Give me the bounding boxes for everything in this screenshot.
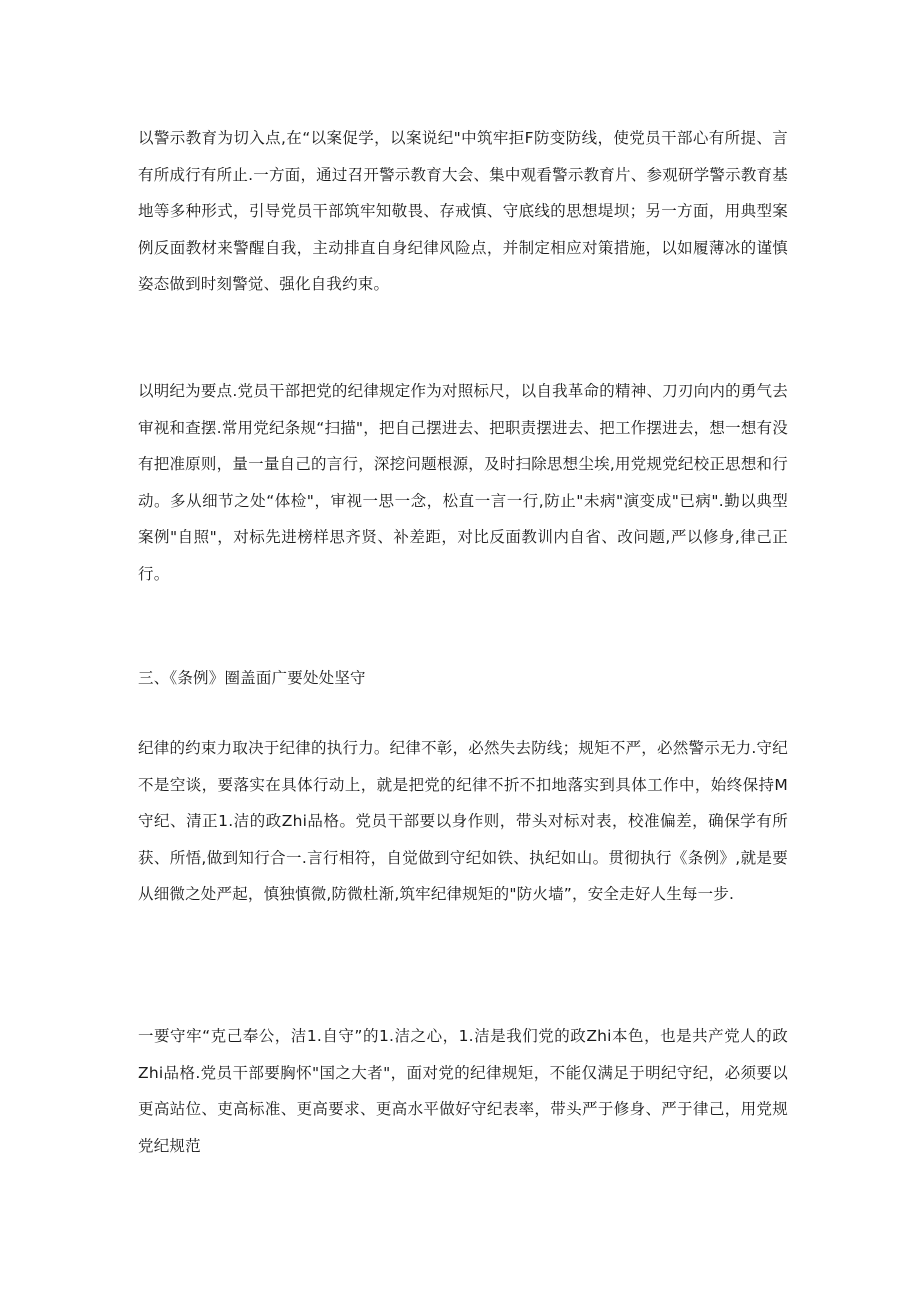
paragraph-enforcement: 纪律的约束力取决于纪律的执行力。纪律不彰，必然失去防线；规矩不严，必然警示无力.守纪不是空谈，要落实在具体行动上，就是把党的纪律不折不扣地落实到具体工作中，始终保持M守纪、清正1.洁的政Zhi品格。党员干部要以身作则，带头对标对表，校准偏差，确保学有所获、所悟,做到知行合一.言行相符，自觉做到守纪如铁、执纪如山。贯彻执行《条例》,就是要从细微之处严起，慎独慎微,防微杜渐,筑牢纪律规矩的"防火墙”，安全走好人生每一步. [138,739,788,903]
section-heading: 三、《条例》圈盖面广要处处坚守 [138,669,366,687]
paragraph-integrity: 一要守牢“克己奉公，洁1.自守”的1.洁之心，1.洁是我们党的政Zhi本色，也是共产党人的政Zhi品格.党员干部要胸怀"国之大者"，面对党的纪律规矩，不能仅满足于明纪守纪，必须要以更高站位、吏高标准、更高要求、更高水平做好守纪表率，带头严于修身、严于律己，用党规党纪规范 [138,1027,788,1155]
paragraph-warning-education: 以警示教育为切入点,在“以案促学，以案说纪"中筑牢拒F防变防线，使党员干部心有所提、言有所成行有所止.一方面，通过召开警示教育大会、集中观看警示教育片、参观研学警示教育基地等多种形式，引导党员干部筑牢知敬畏、存戒慎、守底线的思想堤坝；另一方面，用典型案例反面教材来警醒自我，主动排直自身纪律风险点，并制定相应对策措施，以如履薄冰的谨慎姿态做到时刻警觉、强化自我约束。 [138,129,788,293]
paragraph-clarify-discipline: 以明纪为要点.党员干部把党的纪律规定作为对照标尺，以自我革命的精神、刀刃向内的勇气去审视和查摆.常用党纪条规“扫描"，把自己摆进去、把职责摆进去、把工作摆进去，想一想有没有把准原则，量一量自己的言行，深挖问题根源，及时扫除思想尘埃,用党规党纪校正思想和行动。多从细节之处“体检"，审视一思一念，松直一言一行,防止"未病"演变成"已病".勤以典型案例"自照"，对标先进榜样思齐贤、补差距，对比反面教训内自省、改问题,严以修身,律己正行。 [138,382,788,583]
